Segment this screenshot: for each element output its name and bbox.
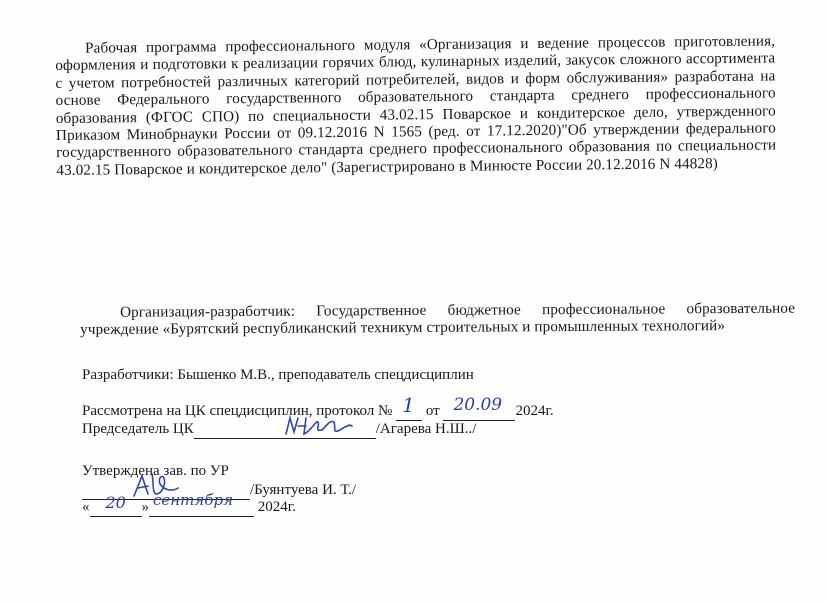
chair-label: Председатель ЦК <box>82 421 194 437</box>
protocol-number: 1 <box>402 393 415 417</box>
approval-date-line <box>82 491 296 517</box>
developers-line: Разработчики: Бышенко М.В., преподаватель спецдисциплин <box>82 367 474 383</box>
program-description-paragraph: Рабочая программа профессионального модуля «Организация и ведение процессов приготовления, оформления и подготовки к реализации горячих блюд, кулинарных изделий, закусок сложного ассортимента с учетом потребностей различных категорий потребителей, видов и форм обслуживания» разработана на основе Федерального государственного образовательного стандарта среднего профессионального образования (ФГОС СПО) по специальности 43.02.15 Поварское и кондитерское дело, утвержденного Приказом Минобрнауки России от 09.12.2016 N 1565 (ред. от 17.12.2020)"Об утверждении федерального государственного образовательного стандарта среднего профессионального образования по специальности 43.02.15 Поварское и кондитерское дело" (Зарегистрировано в Минюсте России 20.12.2016 N 44828) <box>55 32 777 179</box>
reviewed-date-prefix: от <box>425 403 440 419</box>
reviewed-date-blank <box>443 395 515 421</box>
approved-name: /Буянтуева И. Т./ <box>250 482 356 498</box>
reviewed-prefix: Рассмотрена на ЦК спецдисциплин, протокол № <box>82 403 393 419</box>
approval-date-open-quote: « <box>82 499 90 515</box>
reviewed-date: 20.09 <box>453 395 503 415</box>
approval-year: 2024г. <box>257 499 296 515</box>
approved-title: Утверждена зав. по УР <box>82 463 229 479</box>
chair-line <box>82 421 476 439</box>
reviewed-year: 2024г. <box>515 403 554 419</box>
chair-signature <box>282 412 354 440</box>
protocol-number-blank <box>396 393 422 421</box>
approval-month-blank <box>149 491 254 517</box>
chair-name: /Агарева Н.Ш../ <box>375 421 477 437</box>
approval-day-blank <box>90 493 142 517</box>
approval-month: сентября <box>153 491 234 509</box>
approval-day: 20 <box>105 493 126 512</box>
approval-date-close-quote: » <box>141 499 149 515</box>
developer-organization-paragraph: Организация-разработчик: Государственное бюджетное профессиональное образовательное учреждение «Бурятский республиканский техникум строительных и промышленных технологий» <box>80 299 796 339</box>
